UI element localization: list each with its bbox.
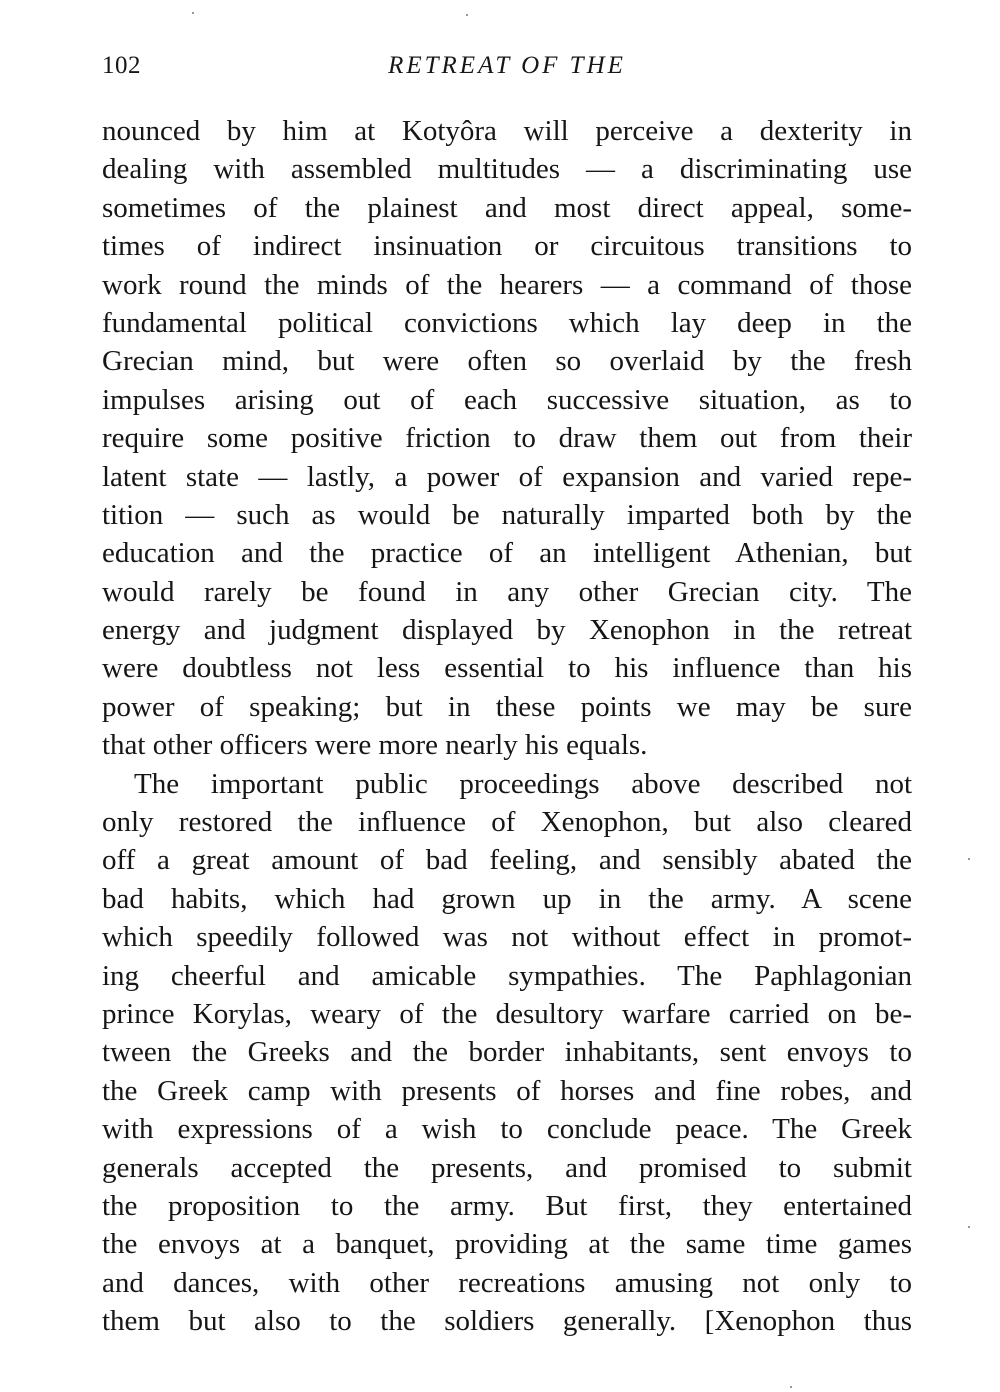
text-line: dealing with assembled multitudes — a discriminating use	[102, 153, 912, 186]
text-line: latent state — lastly, a power of expansion and varied repe-	[102, 460, 912, 493]
text-line: with expressions of a wish to conclude peace. The Greek	[102, 1113, 912, 1146]
text-line: off a great amount of bad feeling, and sensibly abated the	[102, 844, 912, 877]
text-line: which speedily followed was not without effect in promot-	[102, 921, 912, 954]
text-line: tition — such as would be naturally imparted both by the	[102, 498, 912, 531]
print-speck	[466, 14, 468, 16]
text-line: the Greek camp with presents of horses and fine robes, and	[102, 1074, 912, 1107]
text-line: were doubtless not less essential to his influence than his	[102, 652, 912, 685]
print-speck	[968, 858, 970, 860]
text-line: The important public proceedings above described not	[134, 767, 912, 800]
text-line: require some positive friction to draw them out from their	[102, 422, 912, 455]
text-line: ing cheerful and amicable sympathies. The Paphlagonian	[102, 959, 912, 992]
text-line: would rarely be found in any other Grecian city. The	[102, 575, 912, 608]
print-speck	[968, 1226, 970, 1228]
text-line: fundamental political convictions which lay deep in the	[102, 306, 912, 339]
text-line: education and the practice of an intelligent Athenian, but	[102, 537, 912, 570]
running-head: RETREAT OF THE	[388, 52, 626, 79]
text-line: the proposition to the army. But first, they entertained	[102, 1189, 912, 1222]
text-line: them but also to the soldiers generally. [Xenophon thus	[102, 1305, 912, 1338]
text-line: bad habits, which had grown up in the army. A scene	[102, 882, 912, 915]
print-speck	[790, 1386, 792, 1388]
page-number: 102	[102, 52, 141, 79]
text-line: work round the minds of the hearers — a command of those	[102, 268, 912, 301]
page-header	[102, 52, 912, 86]
text-line: sometimes of the plainest and most direct appeal, some-	[102, 191, 912, 224]
text-line: tween the Greeks and the border inhabitants, sent envoys to	[102, 1036, 912, 1069]
text-line: and dances, with other recreations amusing not only to	[102, 1266, 912, 1299]
text-line: energy and judgment displayed by Xenophon in the retreat	[102, 614, 912, 647]
text-line: that other officers were more nearly his equals.	[102, 729, 648, 762]
text-line: prince Korylas, weary of the desultory warfare carried on be-	[102, 997, 912, 1030]
print-speck	[192, 12, 194, 14]
text-line: power of speaking; but in these points we may be sure	[102, 690, 912, 723]
text-line: the envoys at a banquet, providing at the same time games	[102, 1228, 912, 1261]
text-line: only restored the influence of Xenophon, but also cleared	[102, 806, 912, 839]
paragraph-1	[102, 112, 912, 765]
text-line: nounced by him at Kotyôra will perceive a dexterity in	[102, 115, 912, 147]
text-line: generals accepted the presents, and promised to submit	[102, 1151, 912, 1184]
text-line: impulses arising out of each successive situation, as to	[102, 383, 912, 416]
paragraph-2	[102, 765, 912, 1341]
text-line: times of indirect insinuation or circuitous transitions to	[102, 230, 912, 263]
text-line: Grecian mind, but were often so overlaid by the fresh	[102, 345, 912, 378]
body-text	[102, 112, 912, 1341]
